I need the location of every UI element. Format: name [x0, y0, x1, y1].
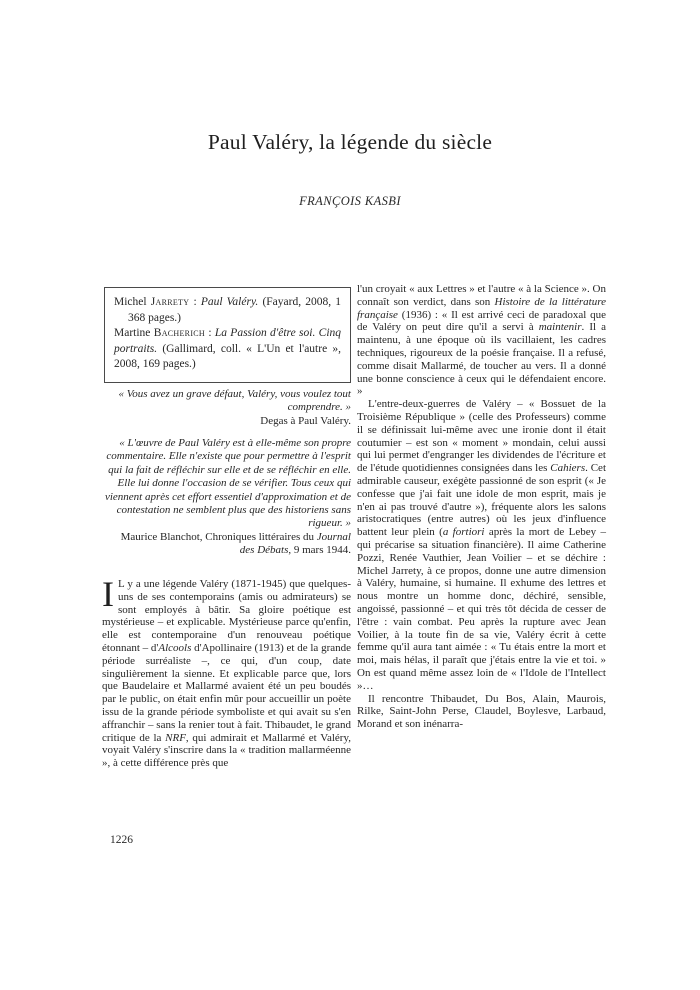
author-name: FRANÇOIS KASBI [299, 194, 401, 208]
epigraph-degas [104, 388, 351, 428]
body-paragraph [102, 574, 352, 770]
body-paragraph: Il rencontre Thibaudet, Du Bos, Alain, Maurois, Rilke, Saint-John Perse, Claudel, Boylesve, Larbaud, Morand et son inénarra- [357, 692, 606, 731]
epigraph-attribution: Maurice Blanchot, Chroniques littéraires du Journal des Débats, 9 mars 1944. [120, 530, 351, 557]
body-text: L y a une légende Valéry (1871-1945) que quelques-uns de ses contemporains (amis ou admirateurs) se sont employés à bâtir. Sa gloire poétique est mystérieuse – et explicable. Mystérieuse parce qu'enfin, elle est contemporaine d'un renouveau poétique étonnant – d'Alcools d'Apollinaire (1913) et de la grande période surréaliste –, ce qui, d'un coup, date singulièrement la sienne. Et explicable parce que, lors que Baudelaire et Mallarmé avaient été un peu boudés par le public, on était enfin mûr pour accueillir un poète issu de la grande période symboliste et qui avait su s'en affranchir – sans la renier tout à fait. Thibaudet, le grand critique de la NRF, qui admirait et Mallarmé et Valéry, voyait Valéry s'inscrire dans la « tradition mallarméenne », à cette différence près que [102, 578, 352, 770]
body-paragraph: L'entre-deux-guerres de Valéry – « Bossuet de la Troisième République » (celle des Professeurs) comme il se définissait lui-même avec une ironie dont il était coutumier – est son « moment » mondain, celui aussi qui lui permet d'engranger les dividendes de l'écriture et de l'étude quotidiennes consignées dans les Cahiers. Cet admirable causeur, exégète passionné de son esprit (« Je confesse que j'ai fait une idole de mon esprit, mais je n'en ai pas trouvé d'autre »), fréquente alors les salons aristocratiques (entre autres) où les jeux d'influence battent leur plein (a fortiori après la mort de Lebey – qui précarise sa situation financière). Il aime Catherine Pozzi, Renée Vauthier, Jean Voilier – et se déchire : Michel Jarrety, à ce propos, donne une autre dimension à Valéry, humaine, si humaine. Il exhume des lettres et nous montre un homme donc, déchiré, sensible, angoissé, passionné – et qui très tôt décida de cesser de l'être : vain combat. Peu après la rupture avec Jean Voilier, à la toute fin de sa vie, Valéry écrit à cette femme qu'il aura tant aimée : « Tu étais entre la mort et moi, mais hélas, il paraît que j'étais entre la vie et toi. » On est quand même assez loin de « l'Idole de l'Intellect »… [357, 398, 606, 692]
epigraph-blanchot [104, 437, 351, 558]
body-paragraph: l'un croyait « aux Lettres » et l'autre « à la Science ». On connaît son verdict, dans son Histoire de la littérature française (1936) : « Il est arrivé ceci de paradoxal que de Valéry on peut dire qu'il a servi à maintenir. Il a maintenu, à une époque où ils vacillaient, les cadres techniques, rigoureux de la poésie française. Il a refusé, comme disait Mallarmé, de toucher au vers. Il a donné une bonne conscience à ceux qui le défendaient encore. » [357, 283, 606, 398]
bibliography-entry-bacherich: Martine Bacherich : La Passion d'être soi. Cinq portraits. (Gallimard, coll. « L'Un et l'autre », 2008, 169 pages.) [114, 327, 342, 370]
body-column-right [357, 283, 606, 731]
drop-cap: I [102, 574, 114, 614]
epigraph-quote: « L'œuvre de Paul Valéry est à elle-même son propre commentaire. Elle n'existe que pour permettre à l'esprit qui la fait de réfléchir sur elle et de se réfléchir en elle. Elle lui donne l'occasion de se vérifier. Tous ceux qui viennent après cet effort essentiel d'approximation et de contestation ne semblent plus que des historiens sans rigueur. » [104, 437, 351, 530]
page-number: 1226 [110, 834, 133, 846]
page-title: Paul Valéry, la légende du siècle [207, 130, 493, 154]
body-column-left [102, 574, 352, 770]
epigraph-attribution: Degas à Paul Valéry. [260, 414, 351, 427]
bibliography-entry-jarrety: Michel Jarrety : Paul Valéry. (Fayard, 2008, 1 368 pages.) [114, 296, 342, 324]
epigraph-quote: « Vous avez un grave défaut, Valéry, vous voulez tout comprendre. » [118, 388, 351, 414]
bibliography-box [104, 287, 351, 383]
